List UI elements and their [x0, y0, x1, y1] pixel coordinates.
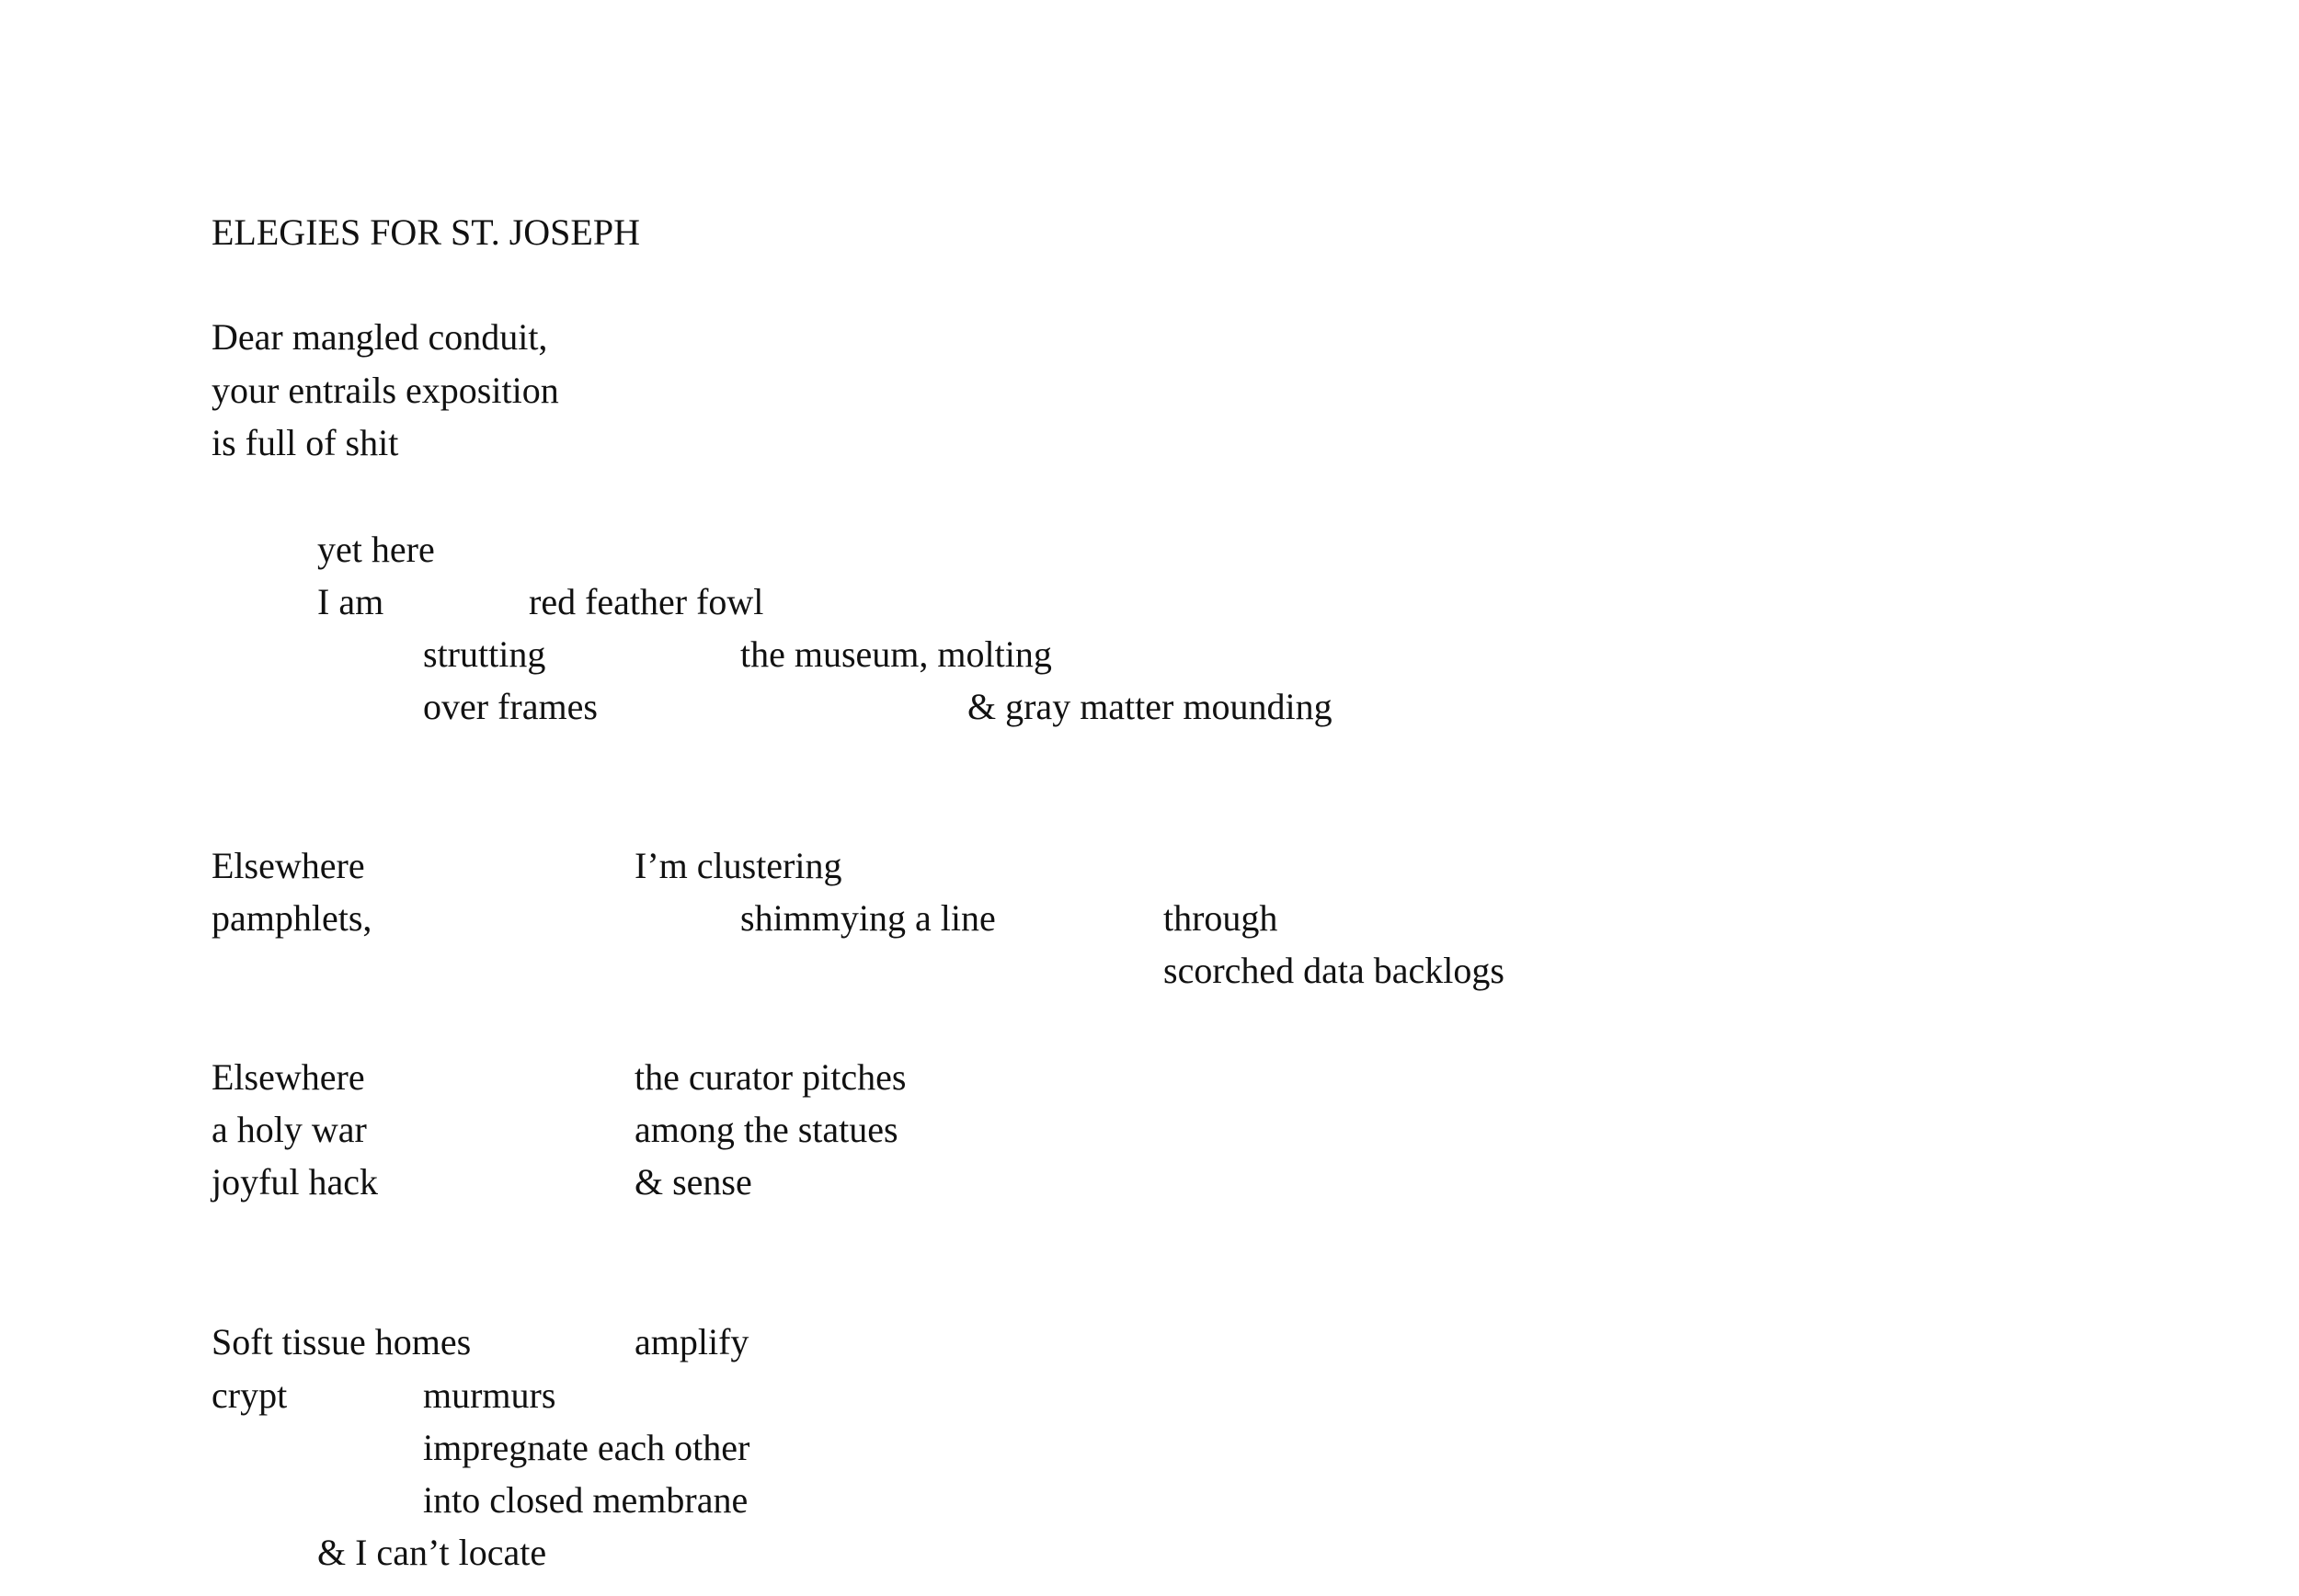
poem-line: strutting — [423, 633, 546, 675]
poem-line: & gray matter mounding — [967, 686, 1333, 727]
poem-line: Dear mangled conduit, — [212, 316, 548, 358]
poem-line: your entrails exposition — [212, 370, 559, 411]
poem-line: the museum, molting — [740, 633, 1052, 675]
poem-line: among the statues — [635, 1109, 898, 1150]
poem-line: Soft tissue homes — [212, 1321, 472, 1362]
poem-line: I am — [317, 581, 384, 622]
poem-line: red feather fowl — [529, 581, 764, 622]
poem-line: into closed membrane — [423, 1479, 749, 1521]
poem-line: yet here — [317, 529, 435, 570]
poem-line: pamphlets, — [212, 897, 372, 939]
poem-line: is full of shit — [212, 422, 399, 463]
poem-line: Elsewhere — [212, 1056, 365, 1098]
poem-line: Elsewhere — [212, 845, 365, 886]
poem-line: through — [1163, 897, 1278, 939]
poem-line: a holy war — [212, 1109, 367, 1150]
poem-line: amplify — [635, 1321, 749, 1362]
poem-line: I’m clustering — [635, 845, 842, 886]
poem-line: shimmying a line — [740, 897, 996, 939]
poem-line: joyful hack — [212, 1161, 379, 1203]
poem-line: murmurs — [423, 1374, 556, 1416]
poem-line: scorched data backlogs — [1163, 950, 1504, 991]
poem-line: the curator pitches — [635, 1056, 907, 1098]
poem-line: impregnate each other — [423, 1427, 750, 1468]
poem-line: & sense — [635, 1161, 752, 1203]
poem-title: ELEGIES FOR ST. JOSEPH — [212, 211, 640, 253]
poem-line: crypt — [212, 1374, 288, 1416]
poem-line: & I can’t locate — [317, 1532, 547, 1573]
poem-line: over frames — [423, 686, 598, 727]
